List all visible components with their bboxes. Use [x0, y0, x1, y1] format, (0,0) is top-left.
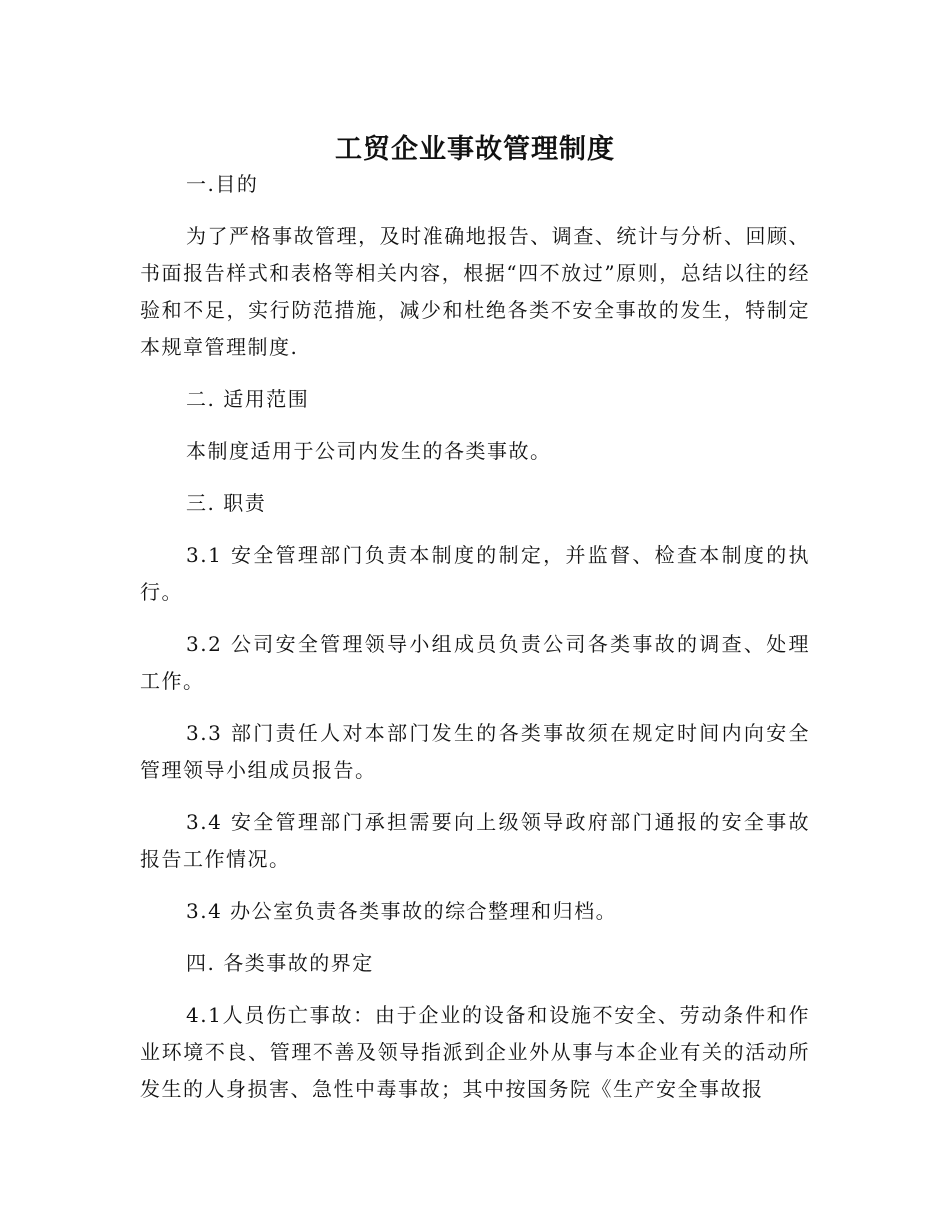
section-heading-purpose: 一.目的 [186, 172, 259, 196]
document-title: 工贸企业事故管理制度 [335, 134, 615, 166]
responsibility-item-3-4b: 3.4 办公室负责各类事故的综合整理和归档。 [186, 899, 618, 923]
responsibility-item-3-1: 3.1 安全管理部门负责本制度的制定，并监督、检查本制度的执行。 [140, 543, 810, 604]
responsibility-item-3-2: 3.2 公司安全管理领导小组成员负责公司各类事故的调查、处理工作。 [140, 632, 810, 693]
section-heading-definitions: 四. 各类事故的界定 [186, 951, 374, 975]
section-heading-responsibilities: 三. 职责 [186, 491, 267, 515]
responsibility-item-3-3: 3.3 部门责任人对本部门发生的各类事故须在规定时间内向安全管理领导小组成员报告。 [140, 721, 810, 782]
responsibility-item-3-4a: 3.4 安全管理部门承担需要向上级领导政府部门通报的安全事故报告工作情况。 [140, 810, 810, 871]
purpose-paragraph: 为了严格事故管理，及时准确地报告、调查、统计与分析、回顾、书面报告样式和表格等相关内容，根据“四不放过”原则，总结以往的经验和不足，实行防范措施，减少和杜绝各类不安全事故的发生，特制定本规章管理制度. [140, 224, 810, 359]
section-heading-scope: 二. 适用范围 [186, 387, 310, 411]
document-body [140, 166, 810, 1108]
scope-paragraph: 本制度适用于公司内发生的各类事故。 [186, 439, 552, 463]
definition-item-4-1: 4.1人员伤亡事故：由于企业的设备和设施不安全、劳动条件和作业环境不良、管理不善及领导指派到企业外从事与本企业有关的活动所发生的人身损害、急性中毒事故；其中按国务院《生产安全事故报 [140, 1003, 810, 1101]
